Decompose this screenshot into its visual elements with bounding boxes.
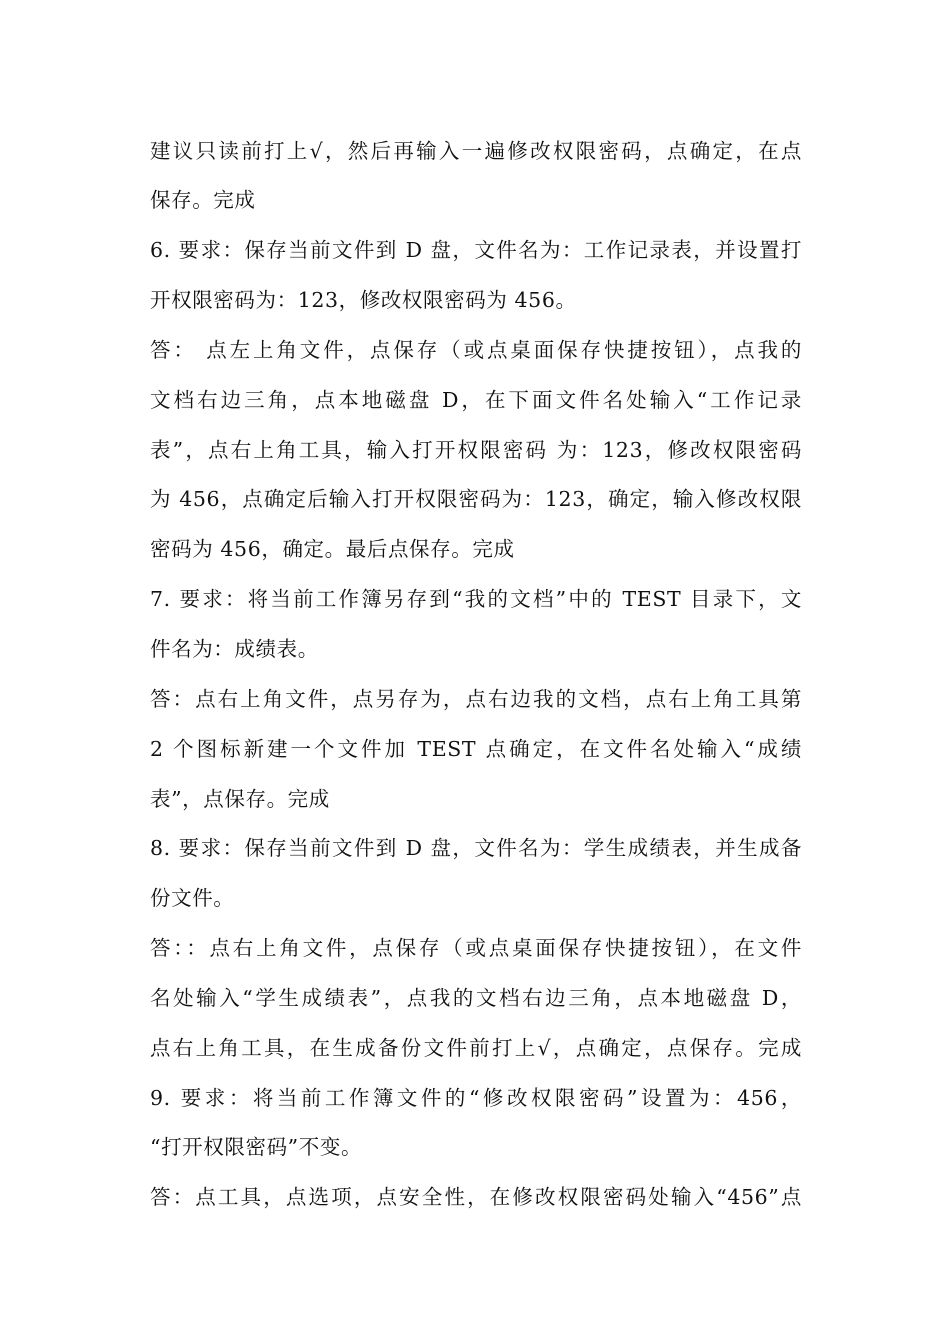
- text-line: 7. 要求：将当前工作簿另存到“我的文档”中的 TEST 目录下，文: [150, 587, 802, 611]
- text-line: 建议只读前打上√，然后再输入一遍修改权限密码，点确定，在点: [150, 139, 802, 163]
- text-line: 答：：点右上角文件，点保存（或点桌面保存快捷按钮），在文件: [150, 936, 802, 960]
- text-line: 2 个图标新建一个文件加 TEST 点确定，在文件名处输入“成绩: [150, 737, 802, 761]
- text-line: 开权限密码为：123，修改权限密码为 456。: [150, 288, 577, 312]
- text-line: 密码为 456，确定。最后点保存。完成: [150, 537, 515, 561]
- text-line: 答：点工具，点选项，点安全性，在修改权限密码处输入“456”点: [150, 1185, 802, 1209]
- text-line: 为 456，点确定后输入打开权限密码为：123，确定，输入修改权限: [150, 487, 802, 511]
- text-line: 文档右边三角，点本地磁盘 D，在下面文件名处输入“工作记录: [150, 388, 802, 412]
- text-line: 9. 要求：将当前工作簿文件的“修改权限密码”设置为：456，: [150, 1086, 802, 1110]
- text-line: 名处输入“学生成绩表”，点我的文档右边三角，点本地磁盘 D，: [150, 986, 802, 1010]
- text-line: “打开权限密码”不变。: [150, 1135, 363, 1159]
- text-line: 份文件。: [150, 886, 235, 910]
- text-line: 答：点右上角文件，点另存为，点右边我的文档，点右上角工具第: [150, 687, 802, 711]
- text-line: 8. 要求：保存当前文件到 D 盘，文件名为：学生成绩表，并生成备: [150, 836, 802, 860]
- text-line: 表”，点保存。完成: [150, 787, 330, 811]
- text-line: 表”，点右上角工具，输入打开权限密码 为：123，修改权限密码: [150, 438, 802, 462]
- text-line: 件名为：成绩表。: [150, 637, 319, 661]
- text-line: 答： 点左上角文件，点保存（或点桌面保存快捷按钮），点我的: [150, 338, 802, 362]
- text-line: 6. 要求：保存当前文件到 D 盘，文件名为：工作记录表，并设置打: [150, 238, 802, 262]
- text-line: 点右上角工具，在生成备份文件前打上√，点确定，点保存。完成: [150, 1036, 802, 1060]
- text-line: 保存。完成: [150, 188, 256, 212]
